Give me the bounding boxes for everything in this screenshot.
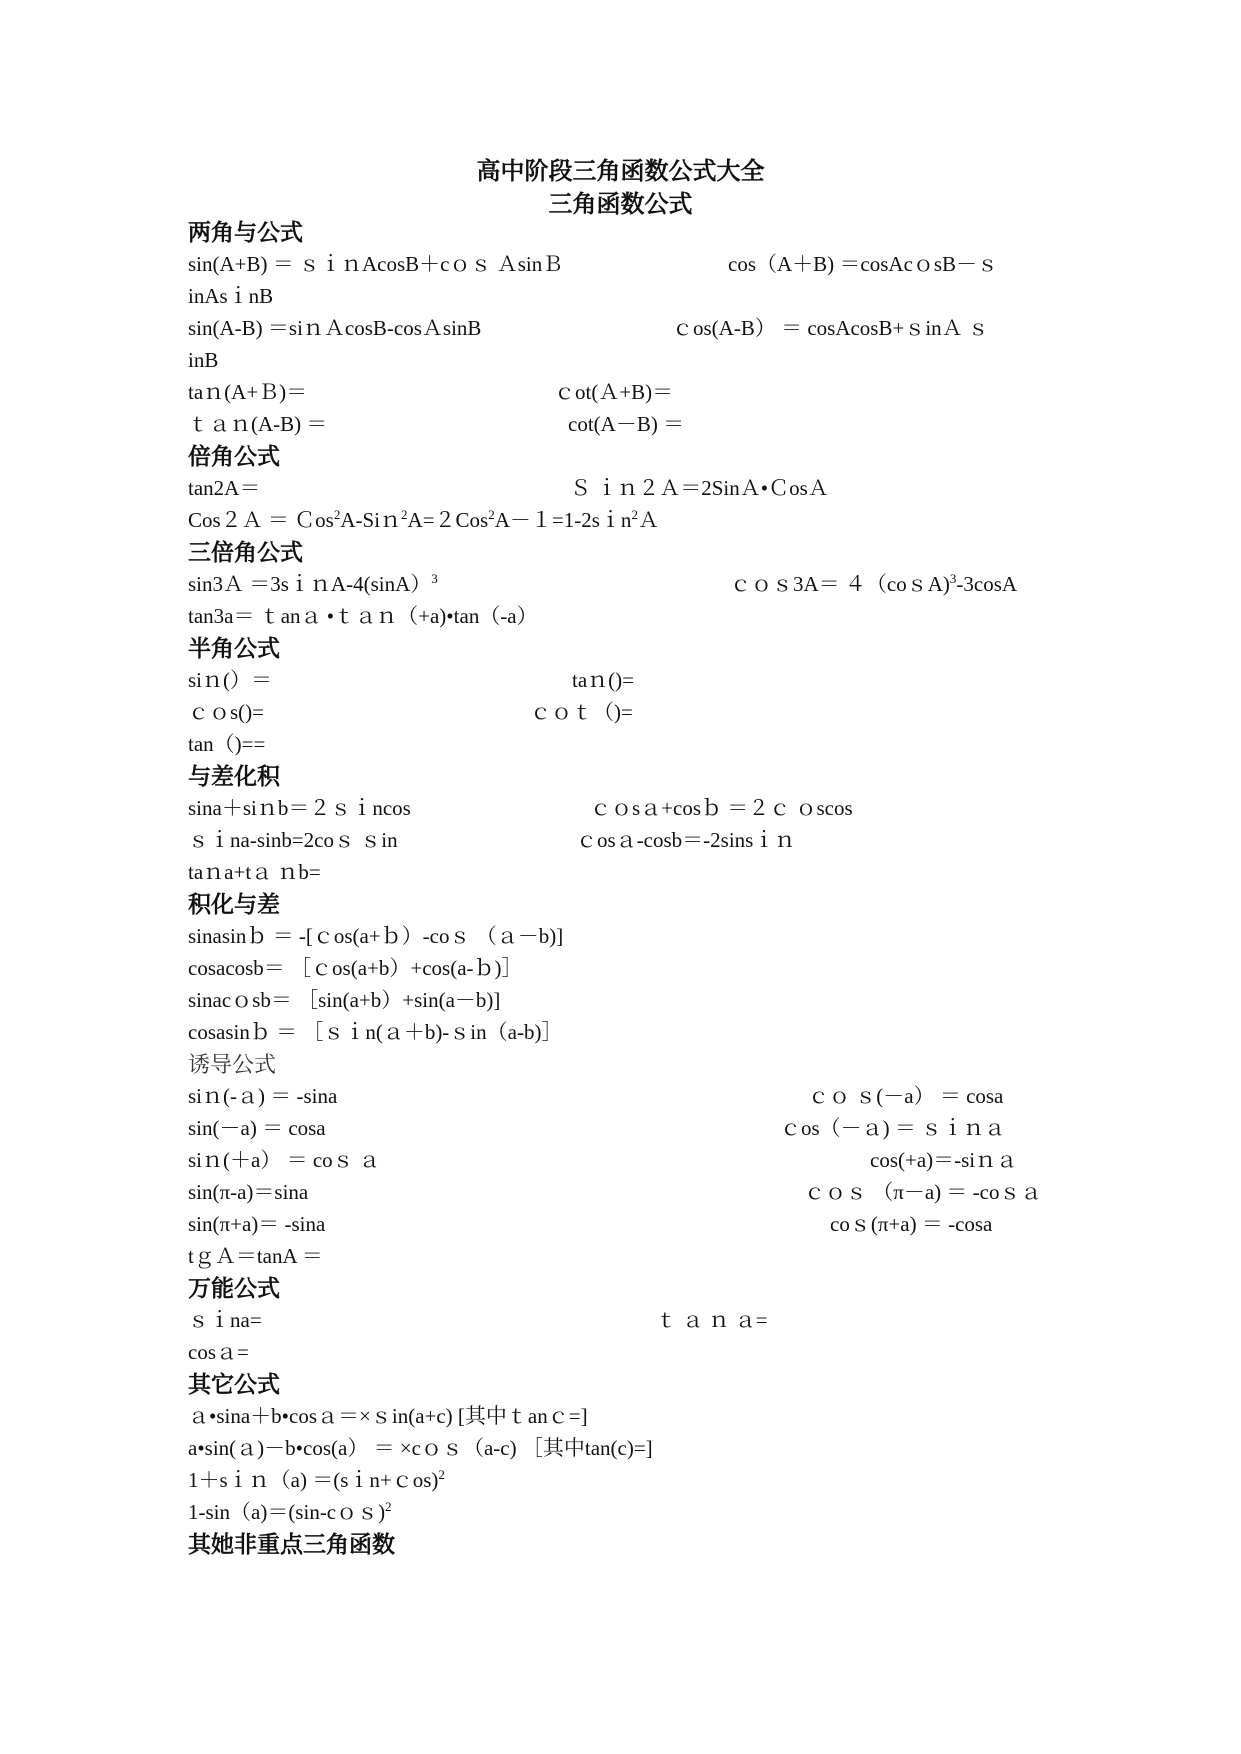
formula-sin-half: siｎ(）＝ — [188, 668, 272, 692]
formula-sinasinb: sinasinｂ ＝ -[ｃos(a+ｂ）-coｓ （ａ－b)] — [188, 924, 564, 948]
document-subtitle: 三角函数公式 — [548, 192, 693, 218]
formula-line — [188, 1208, 1068, 1241]
formula-cosa-plus-cosb: ｃｏsａ+cosｂ ＝２ｃ ｏscos — [590, 796, 853, 820]
formula-cot-sum: ｃot(Ａ+B)＝ — [554, 380, 674, 404]
formula-cos-plus: cos(+a)＝-siｎａ — [870, 1148, 1018, 1172]
formula-line — [188, 1176, 1068, 1209]
formula-one-plus-sin: 1＋sｉｎ（a) ＝(sｉn+ｃos)$^2$ — [188, 1467, 445, 1492]
formula-cosacosb: cosacosb＝ ［ｃos(a+b）+cos(a-ｂ)］ — [188, 956, 523, 980]
formula-line — [188, 1112, 1068, 1145]
formula-tana-plus-tanb: taｎa+tａ ｎb= — [188, 860, 321, 884]
formula-sin-pi-plus: sin(π+a)＝ -sina — [188, 1212, 326, 1236]
formula-sin-neg: siｎ(-ａ) ＝ -sina — [188, 1084, 338, 1108]
formula-cos-pi-minus: ｃｏｓ （π－a) ＝ -coｓａ — [804, 1180, 1042, 1204]
formula-cos2a: Cos２Ａ ＝ Ｃos$^2$A-Siｎ$^2$A=２Cos$^2$A－１=1-2sｉn$^2$Ａ — [188, 507, 659, 532]
heading-sum-to-product: 与差化积 — [188, 764, 280, 789]
formula-line — [188, 376, 1068, 409]
formula-tan-diff: ｔａｎ(A-B) ＝ — [188, 412, 328, 436]
formula-sinacosb: sinacｏsb＝ ［sin(a+b）+sin(a－b)] — [188, 988, 501, 1012]
formula-sina-minus-sinb: ｓｉna-sinb=2coｓ ｓin — [188, 828, 398, 852]
formula-sin-sum: sin(A+B) ＝ ｓｉｎAcosB＋cｏｓ ＡsinＢ — [188, 252, 564, 276]
formula-cot-diff: cot(A－B) ＝ — [568, 412, 685, 436]
heading-non-key-functions: 其她非重点三角函数 — [188, 1532, 395, 1557]
heading-half-angle: 半角公式 — [188, 636, 280, 661]
heading-triple-angle: 三倍角公式 — [188, 540, 303, 565]
formula-line — [188, 824, 1068, 857]
heading-sum-formulas: 两角与公式 — [188, 220, 303, 245]
formula-cos-shift: ｃos（－ａ) ＝ ｓｉｎａ — [780, 1116, 1006, 1140]
formula-auxiliary-angle-cos: a•sin(ａ)－b•cos(a） ＝ ×cｏｓ（a-c) ［其中tan(c)=] — [188, 1436, 653, 1460]
formula-line — [188, 696, 1068, 729]
formula-cos-half: ｃｏs()= — [188, 700, 265, 724]
formula-line — [188, 1304, 1068, 1337]
formula-cosa-minus-cosb: ｃosａ-cosb＝-2sinsｉｎ — [576, 828, 796, 852]
formula-tan3a: tan3a＝ ｔanａ •ｔａｎ（+a)•tan（-a） — [188, 604, 538, 628]
heading-other: 其它公式 — [188, 1372, 280, 1397]
formula-sin3a: sin3Ａ ＝3sｉｎA-4(sinA）$^3$ — [188, 571, 438, 596]
formula-tan2a: tan2A＝ — [188, 476, 261, 500]
heading-universal: 万能公式 — [188, 1276, 280, 1301]
formula-cos-diff: ｃos(A-B） ＝ cosAcosB+ｓinＡ ｓ — [672, 316, 989, 340]
formula-line — [188, 1080, 1068, 1113]
formula-line — [188, 568, 1068, 601]
formula-line — [188, 408, 1068, 441]
formula-line — [188, 1144, 1068, 1177]
formula-cos3a: ｃｏｓ3A＝ ４（coｓA)$^3$-3cosA — [730, 571, 1018, 596]
formula-cot-half: ｃｏｔ（)= — [530, 700, 633, 724]
formula-sin-plus: siｎ(＋a） ＝ coｓ ａ — [188, 1148, 380, 1172]
formula-tga: tｇＡ＝tanA ＝ — [188, 1244, 323, 1268]
formula-sin2a: Ｓ ｉｎ２Ａ＝2SinＡ•ＣosＡ — [570, 476, 829, 500]
formula-tan-half-alt: tan（)== — [188, 732, 266, 756]
formula-line — [188, 792, 1068, 825]
heading-induction: 诱导公式 — [188, 1052, 277, 1077]
formula-one-minus-sin: 1-sin（a)＝(sin-cｏｓ)$^2$ — [188, 1499, 392, 1524]
formula-universal-cos: cosａ= — [188, 1340, 249, 1364]
formula-sin-pi-minus: sin(π-a)＝sina — [188, 1180, 309, 1204]
formula-universal-tan: ｔ ａ ｎ ａ= — [656, 1308, 768, 1332]
formula-line: inB — [188, 348, 219, 372]
formula-cosasinb: cosasinｂ ＝ ［ｓｉn(ａ＋b)-ｓin（a-b)］ — [188, 1020, 563, 1044]
formula-cos-sum: cos（A＋B) ＝cosAcｏsB－ｓ — [728, 252, 999, 276]
formula-cos-pi-plus: coｓ(π+a) ＝ -cosa — [830, 1212, 993, 1236]
formula-cos-neg: ｃｏ ｓ(－a） ＝ cosa — [808, 1084, 1004, 1108]
heading-product-to-sum: 积化与差 — [188, 892, 280, 917]
formula-sin-shift: sin(－a) ＝ cosa — [188, 1116, 326, 1140]
formula-universal-sin: ｓｉna= — [188, 1308, 262, 1332]
formula-line — [188, 312, 1068, 345]
formula-line — [188, 664, 1068, 697]
formula-tan-sum: taｎ(A+Ｂ)＝ — [188, 380, 308, 404]
document-title: 高中阶段三角函数公式大全 — [476, 159, 765, 185]
formula-tan-half: taｎ()= — [572, 668, 634, 692]
formula-sin-diff: sin(A-B) ＝siｎＡcosB-cosＡsinB — [188, 316, 482, 340]
formula-sina-plus-sinb: sina＋siｎb＝２ｓｉncos — [188, 796, 411, 820]
formula-auxiliary-angle-sin: ａ•sina＋b•cosａ＝×ｓin(a+c) [其中ｔanｃ=] — [188, 1404, 588, 1428]
formula-line: inAsｉnB — [188, 284, 274, 308]
formula-line — [188, 248, 1068, 281]
formula-line — [188, 472, 1068, 505]
heading-double-angle: 倍角公式 — [188, 444, 280, 469]
